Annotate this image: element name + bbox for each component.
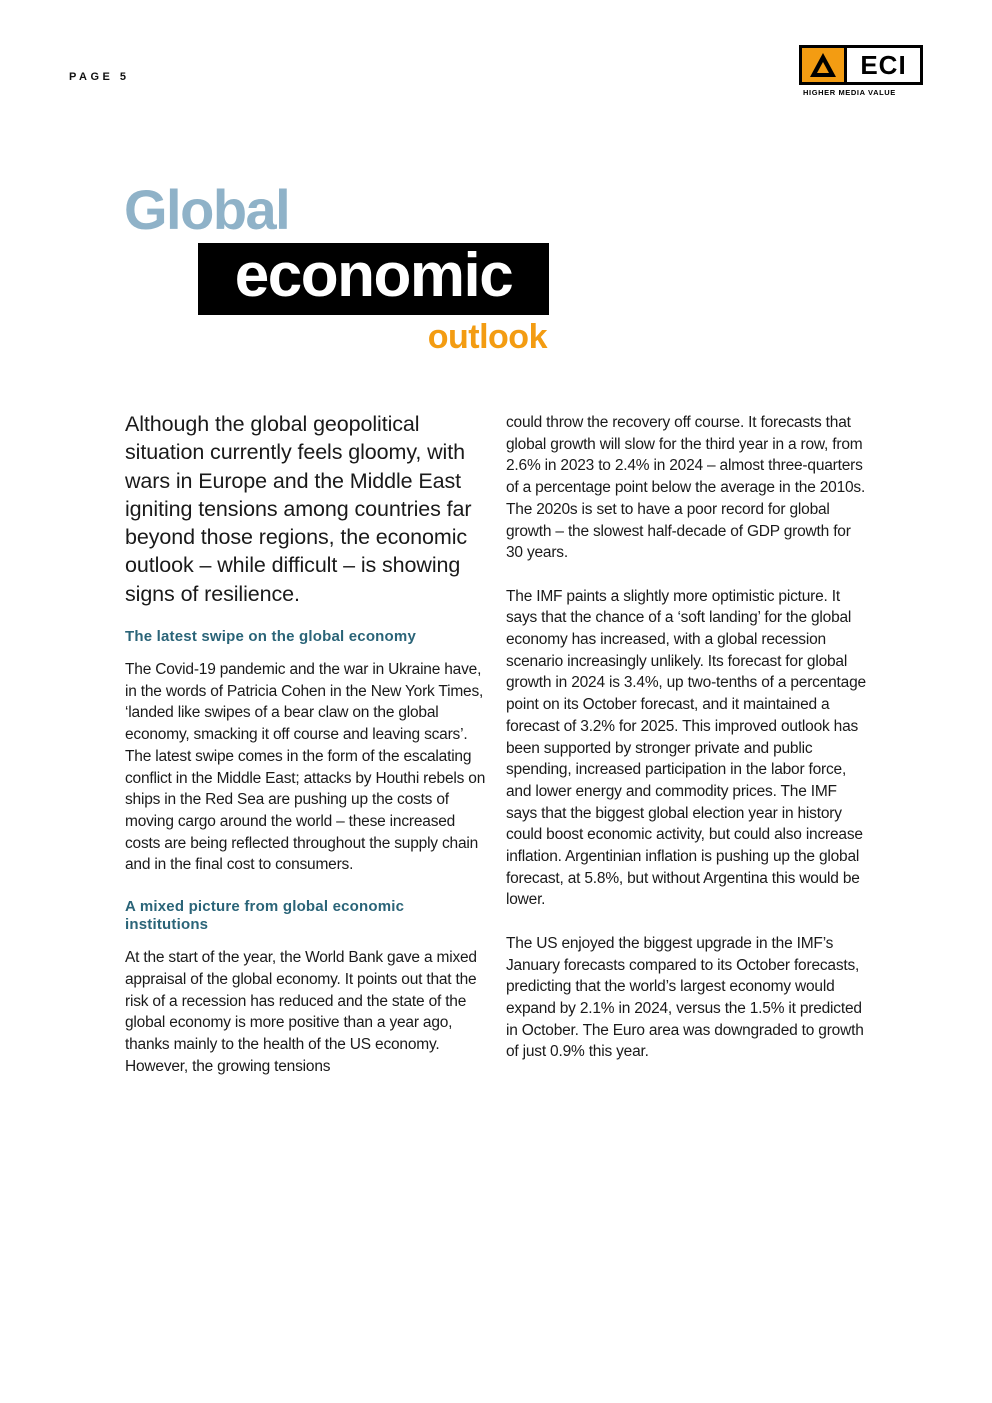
article-right-column — [506, 412, 868, 1085]
logo-text: ECI — [847, 48, 920, 82]
article-left-column — [125, 410, 487, 1099]
logo-tagline: HIGHER MEDIA VALUE — [803, 88, 896, 97]
eci-logo — [799, 45, 923, 97]
section1-paragraph: The Covid-19 pandemic and the war in Ukraine have, in the words of Patricia Cohen in the New York Times, ‘landed like swipes of a bear claw on the global economy, smacking it off course and leaving scars’. The latest swipe comes in the form of the escalating conflict in the Middle East; attacks by Houthi rebels on ships in the Red Sea are pushing up the costs of moving cargo around the world – these increased costs are being reflected throughout the supply chain and in the final cost to consumers. — [125, 661, 486, 874]
logo-a-icon — [802, 48, 847, 82]
title-global: Global — [124, 178, 290, 241]
section1-heading: The latest swipe on the global economy — [125, 628, 416, 646]
title-economic: economic — [198, 243, 549, 315]
logo-box — [799, 45, 923, 85]
section2-paragraph: At the start of the year, the World Bank gave a mixed appraisal of the global economy. It points out that the risk of a recession has reduced and the state of the global economy is more positive than a year ago, thanks mainly to the health of the US economy. However, the growing tensions — [125, 949, 477, 1075]
right-paragraph-2: The IMF paints a slightly more optimistic picture. It says that the chance of a ‘soft landing’ for the global economy has increased, with a global recession scenario increasingly unlikely. Its forecast for global growth in 2024 is 3.4%, up two-tenths of a percentage point on its October forecast, and it maintained a forecast of 3.2% for 2025. This improved outlook has been supported by stronger private and public spending, increased participation in the labor force, and lower energy and commodity prices. The IMF says that the biggest global election year in history could boost economic activity, but could also increase inflation. Argentinian inflation is pushing up the global forecast, at 5.8%, but without Argentina this would be lower. — [506, 587, 866, 909]
right-paragraph-1: could throw the recovery off course. It forecasts that global growth will slow for the third year in a row, from 2.6% in 2023 to 2.4% in 2024 – almost three-quarters of a percentage point below the average in the 2010s. The 2020s is set to have a poor record for global growth – the slowest half-decade of GDP growth for 30 years. — [506, 414, 866, 562]
page-number: PAGE 5 — [69, 71, 130, 83]
title-outlook: outlook — [427, 318, 547, 356]
section2-heading: A mixed picture from global economic institutions — [125, 898, 405, 934]
intro-paragraph: Although the global geopolitical situation currently feels gloomy, with wars in Europe and the Middle East igniting tensions among countries far beyond those regions, the economic outlook – while difficult – is showing signs of resilience. — [125, 412, 472, 606]
right-paragraph-3: The US enjoyed the biggest upgrade in the IMF’s January forecasts compared to its October forecasts, predicting that the world’s largest economy would expand by 2.1% in 2024, versus the 1.5% it predicted in October. The Euro area was downgraded to growth of just 0.9% this year. — [506, 934, 864, 1061]
